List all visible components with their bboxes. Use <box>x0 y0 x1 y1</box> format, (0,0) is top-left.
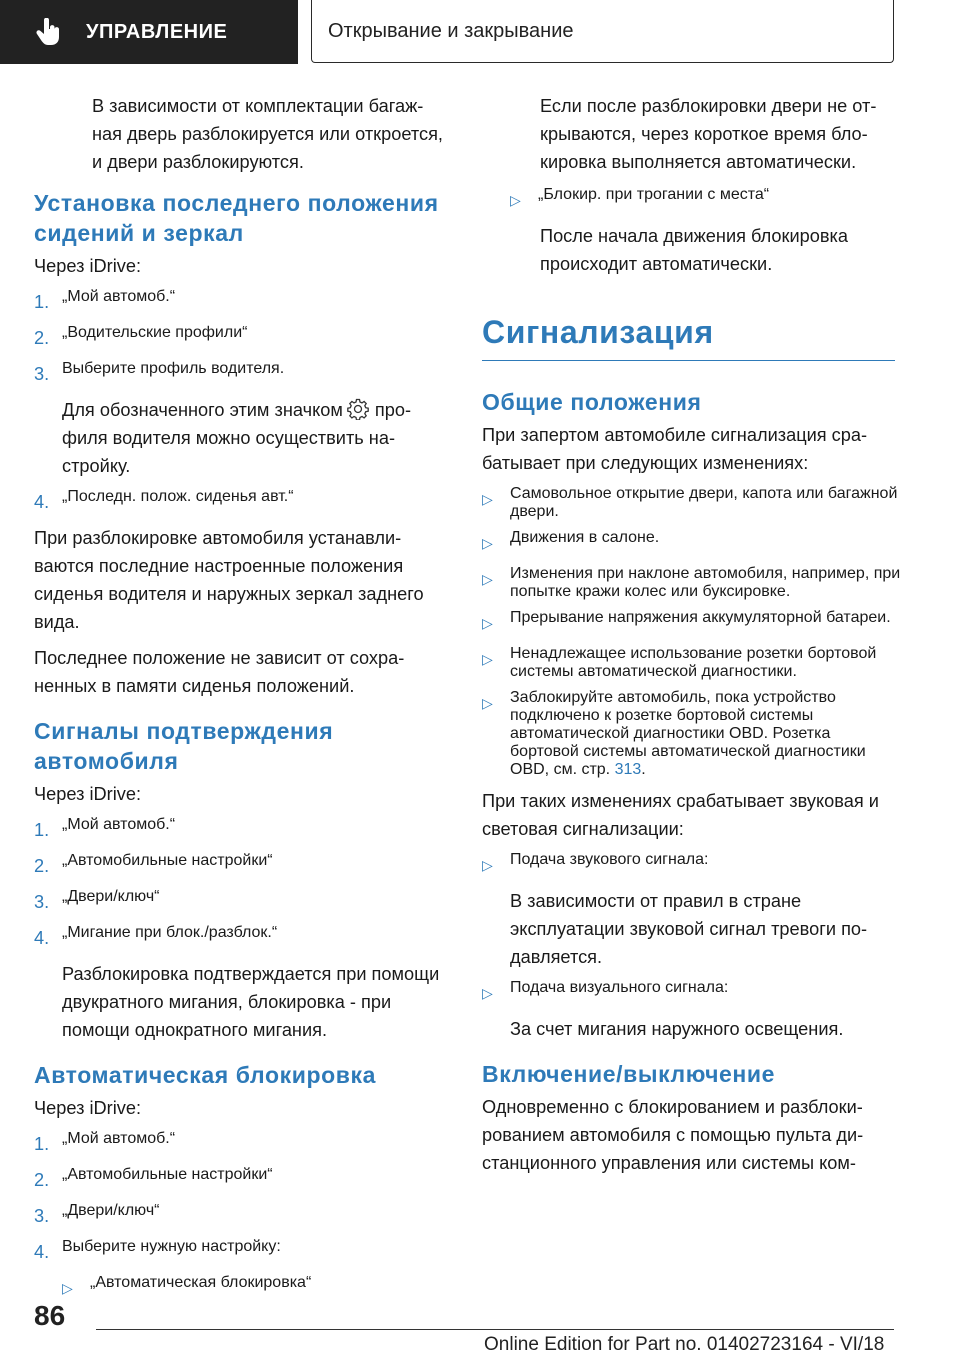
list-item: 2. „Автомобильные настройки“ <box>34 1166 273 1190</box>
section-tab <box>0 0 298 64</box>
list-item: ▷ Подача визуального сигнала: <box>482 979 902 1007</box>
list-item: 4. Выберите нужную настройку: <box>34 1238 281 1262</box>
footer-rule <box>96 1329 894 1330</box>
list-item: ▷ Самовольное открытие двери, капота или багажной двери. <box>482 485 898 520</box>
paragraph: При запертом автомобиле сигнализация срабатывает при следующих изменениях: <box>482 425 868 473</box>
list-item: 4. „Мигание при блок./разблок.“ <box>34 924 278 948</box>
list-item: 2. „Водительские профили“ <box>34 324 248 348</box>
triangle-bullet-icon: ▷ <box>482 985 493 1001</box>
via-idrive-text: Через iDrive: <box>34 784 141 804</box>
list-item: ▷ Подача звукового сигнала: <box>482 851 902 879</box>
heading-rule <box>482 360 895 361</box>
page-reference-link[interactable]: 313 <box>614 761 642 778</box>
paragraph: При таких изменениях срабатывает звуковая и световая сигнализации: <box>482 791 879 839</box>
section-heading-seat-memory: Установка последнего положения сидений и зеркал <box>34 190 439 246</box>
section-heading-confirmation-signals: Сигналы подтверждения автомобиля <box>34 718 334 774</box>
list-item: 1. „Мой автомоб.“ <box>34 1130 176 1154</box>
bullet-description: За счет мигания наружного освещения. <box>510 1019 844 1039</box>
triangle-bullet-icon: ▷ <box>482 615 493 631</box>
auto-lock-description: Если после разблокировки двери не открываются, через короткое время блокировка выполняется автоматически. <box>540 96 877 172</box>
paragraph: Одновременно с блокированием и разблокированием автомобиля с помощью пульта дистанционного управления или системы ком- <box>482 1097 864 1173</box>
paragraph: Последнее положение не зависит от сохраненных в памяти сиденья положений. <box>34 648 405 696</box>
section-heading-general: Общие положения <box>482 389 702 415</box>
pointing-hand-icon <box>36 17 66 47</box>
list-item: ▷ Движения в салоне. <box>482 529 902 557</box>
section-title: УПРАВЛЕНИЕ <box>86 20 228 43</box>
chapter-tab <box>311 0 894 63</box>
triangle-bullet-icon: ▷ <box>482 571 493 587</box>
profile-note: Для обозначенного этим значком профиля водителя можно осуществить настройку. <box>62 400 412 476</box>
list-item: 2. „Автомобильные настройки“ <box>34 852 273 876</box>
list-item: 1. „Мой автомоб.“ <box>34 816 176 840</box>
chapter-title: Открывание и закрывание <box>328 19 574 42</box>
section-heading-auto-lock: Автоматическая блокировка <box>34 1062 376 1088</box>
triangle-bullet-icon: ▷ <box>62 1280 73 1296</box>
left-column <box>34 92 444 1302</box>
list-item: 3. Выберите профиль водителя. <box>34 360 285 384</box>
intro-text: В зависимости от комплектации багажная дверь разблокируется или откроется, и двери разблокируются. <box>92 96 443 172</box>
bullet-description: После начала движения блокировка происходит автоматически. <box>540 226 849 274</box>
triangle-bullet-icon: ▷ <box>482 651 493 667</box>
confirmation-note: Разблокировка подтверждается при помощи двукратного мигания, блокировка - при помощи однократного мигания. <box>62 964 440 1040</box>
via-idrive-text: Через iDrive: <box>34 1098 141 1118</box>
list-item: 3. „Двери/ключ“ <box>34 1202 160 1226</box>
edition-text: Online Edition for Part no. 01402723164 - VI/18 <box>484 1334 885 1355</box>
list-item: ▷ Изменения при наклоне автомобиля, например, при попытке кражи колес или буксировке. <box>482 565 901 600</box>
triangle-bullet-icon: ▷ <box>482 535 493 551</box>
right-column <box>482 92 902 1177</box>
triangle-bullet-icon: ▷ <box>510 192 521 208</box>
list-item: ▷ Прерывание напряжения аккумуляторной батареи. <box>482 609 902 637</box>
gear-icon <box>347 398 369 420</box>
list-item: 3. „Двери/ключ“ <box>34 888 160 912</box>
list-item: 1. „Мой автомоб.“ <box>34 288 176 312</box>
triangle-bullet-icon: ▷ <box>482 695 493 711</box>
list-item: 4. „Последн. полож. сиденья авт.“ <box>34 488 294 512</box>
list-item: ▷ Ненадлежащее использование розетки бортовой системы автоматической диагностики. <box>482 645 877 680</box>
list-item: ▷ „Автоматическая блокировка“ <box>62 1274 444 1302</box>
triangle-bullet-icon: ▷ <box>482 491 493 507</box>
chapter-heading-alarm: Сигнализация <box>482 314 714 350</box>
list-item: ▷ „Блокир. при трогании с места“ <box>510 186 902 214</box>
triangle-bullet-icon: ▷ <box>482 857 493 873</box>
via-idrive-text: Через iDrive: <box>34 256 141 276</box>
bullet-description: В зависимости от правил в стране эксплуатации звуковой сигнал тревоги подавляется. <box>510 891 868 967</box>
page-header <box>0 0 960 66</box>
section-heading-on-off: Включение/выключение <box>482 1061 776 1087</box>
page-number: 86 <box>34 1300 66 1331</box>
list-item: ▷ Заблокируйте автомобиль, пока устройство подключено к розетке бортовой системы автоматической диагностики OBD. Розетка бортовой системы автоматической диагностики OBD, см. стр. 313. <box>482 689 866 778</box>
paragraph: При разблокировке автомобиля устанавливаются последние настроенные положения сиденья водителя и наружных зеркал заднего вида. <box>34 528 424 632</box>
